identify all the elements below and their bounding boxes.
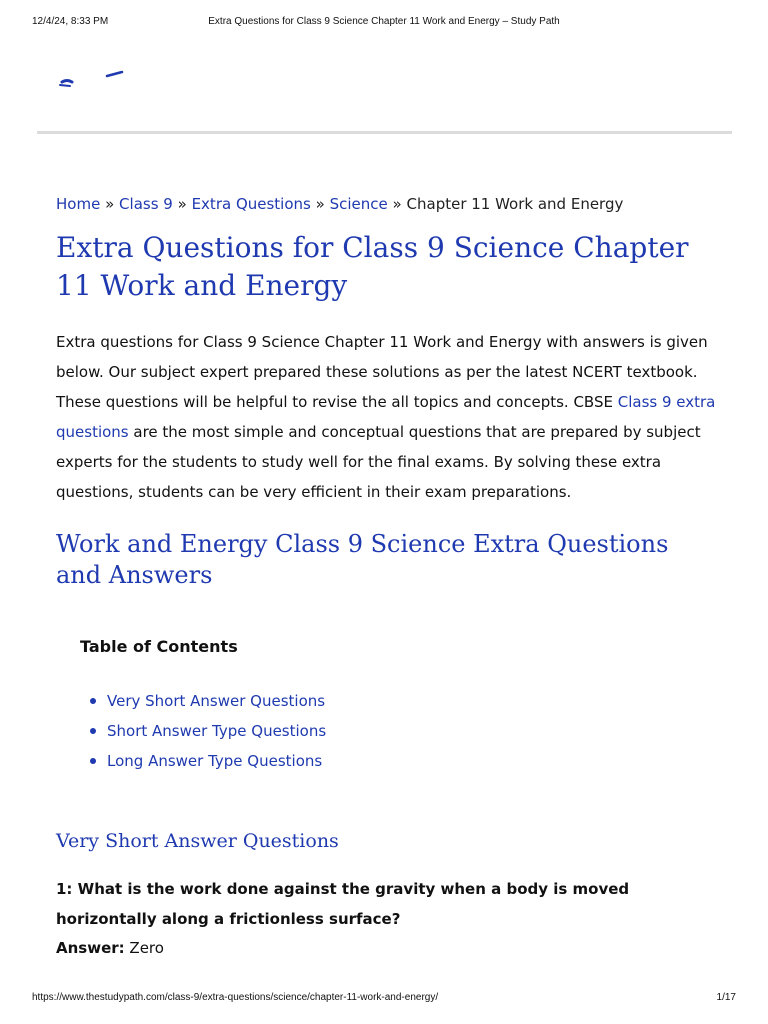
- intro-text-end: are the most simple and conceptual questions that are prepared by subject experts for the students to study well for the final exams. By solving these extra questions, students can be very efficient in their exam preparations.: [56, 423, 701, 501]
- bullet-icon: [90, 728, 96, 734]
- intro-text-start: Extra questions for Class 9 Science Chapter 11 Work and Energy with answers is given below. Our subject expert prepared these solutions as per the latest NCERT textbook. These questions will be helpful to revise the all topics and concepts. CBSE: [56, 333, 708, 411]
- breadcrumb: [56, 191, 716, 217]
- question-1: 1: What is the work done against the gravity when a body is moved horizontally along a frictionless surface?: [56, 880, 630, 928]
- breadcrumb-extra-questions-link[interactable]: Extra Questions: [191, 195, 311, 213]
- toc-item: [80, 716, 716, 746]
- header-divider: [37, 131, 732, 134]
- bullet-icon: [90, 698, 96, 704]
- breadcrumb-separator: »: [105, 195, 115, 213]
- bullet-icon: [90, 758, 96, 764]
- breadcrumb-science-link[interactable]: Science: [329, 195, 388, 213]
- toc-item: [80, 746, 716, 776]
- intro-paragraph: [56, 327, 716, 507]
- class-9-extra-questions-link[interactable]: Class 9 extra questions: [56, 393, 716, 441]
- breadcrumb-class-link[interactable]: Class 9: [119, 195, 173, 213]
- site-logo-icon[interactable]: [58, 66, 128, 88]
- toc-link-long[interactable]: Long Answer Type Questions: [107, 752, 323, 770]
- article: [56, 191, 716, 962]
- breadcrumb-home-link[interactable]: Home: [56, 195, 101, 213]
- answer-label: Answer:: [56, 939, 125, 957]
- print-page-number: 1/17: [716, 992, 736, 1003]
- page-title: Extra Questions for Class 9 Science Chapter 11 Work and Energy: [56, 231, 689, 302]
- breadcrumb-separator: »: [392, 195, 402, 213]
- breadcrumb-separator: »: [177, 195, 187, 213]
- breadcrumb-current: Chapter 11 Work and Energy: [406, 195, 624, 213]
- section-title: Work and Energy Class 9 Science Extra Questions and Answers: [56, 530, 669, 589]
- toc-item: [80, 686, 716, 716]
- print-page-title: Extra Questions for Class 9 Science Chapter 11 Work and Energy – Study Path: [208, 16, 560, 27]
- toc-title: Table of Contents: [80, 637, 238, 656]
- toc-link-short[interactable]: Short Answer Type Questions: [107, 722, 327, 740]
- table-of-contents: [56, 637, 716, 776]
- print-date: 12/4/24, 8:33 PM: [32, 16, 109, 27]
- breadcrumb-separator: »: [315, 195, 325, 213]
- subsection-title: Very Short Answer Questions: [56, 830, 339, 852]
- print-header: [32, 16, 736, 30]
- answer-1: [56, 934, 716, 962]
- toc-list: [80, 686, 716, 776]
- toc-link-very-short[interactable]: Very Short Answer Questions: [107, 692, 326, 710]
- print-url: https://www.thestudypath.com/class-9/extra-questions/science/chapter-11-work-and-energy/: [32, 992, 439, 1003]
- answer-value: Zero: [124, 939, 164, 957]
- print-footer: [32, 992, 736, 1006]
